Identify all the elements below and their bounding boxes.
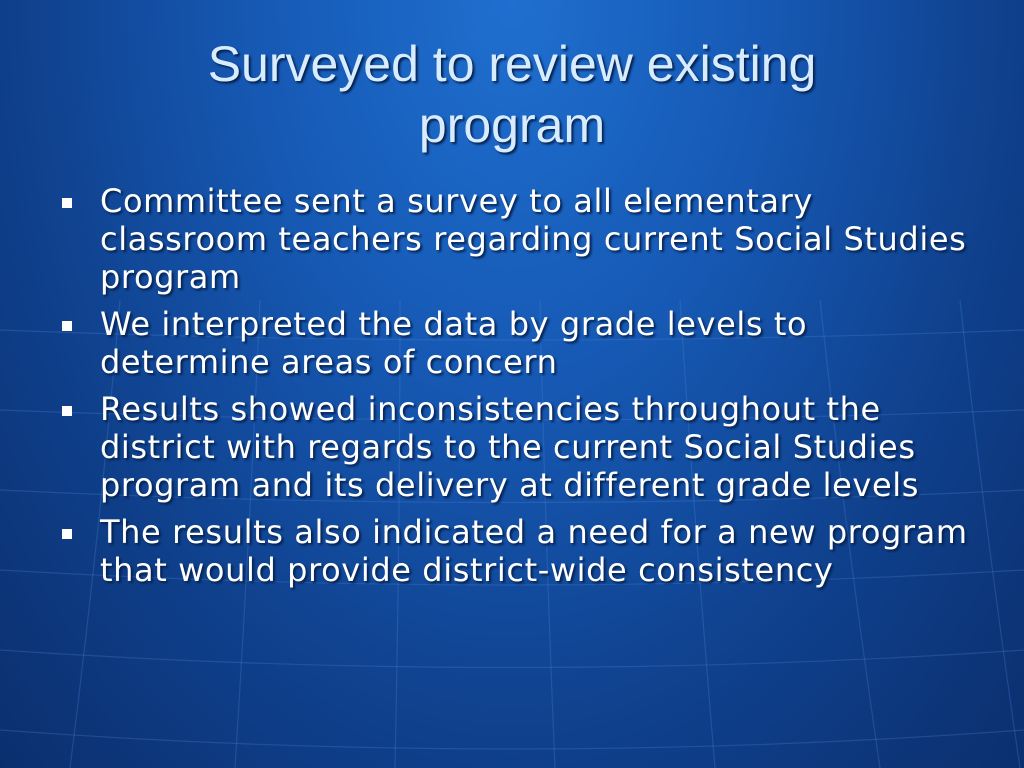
square-bullet-icon [62,529,72,539]
slide-title: Surveyed to review existing program [207,36,817,153]
bullet-list [62,182,982,598]
bullet-text: Committee sent a survey to all elementary classroom teachers regarding current Social Studies program [100,182,967,296]
bullet-item [62,305,982,381]
bullet-text: We interpreted the data by grade levels to determine areas of concern [100,305,808,381]
square-bullet-icon [62,406,72,416]
square-bullet-icon [62,321,72,331]
bullet-item [62,513,982,589]
bullet-text: The results also indicated a need for a new program that would provide district-wide consistency [100,513,968,589]
bullet-item [62,182,982,296]
bullet-text: Results showed inconsistencies throughout the district with regards to the current Social Studies program and its delivery at different grade levels [100,390,919,504]
bullet-item [62,390,982,504]
square-bullet-icon [62,198,72,208]
